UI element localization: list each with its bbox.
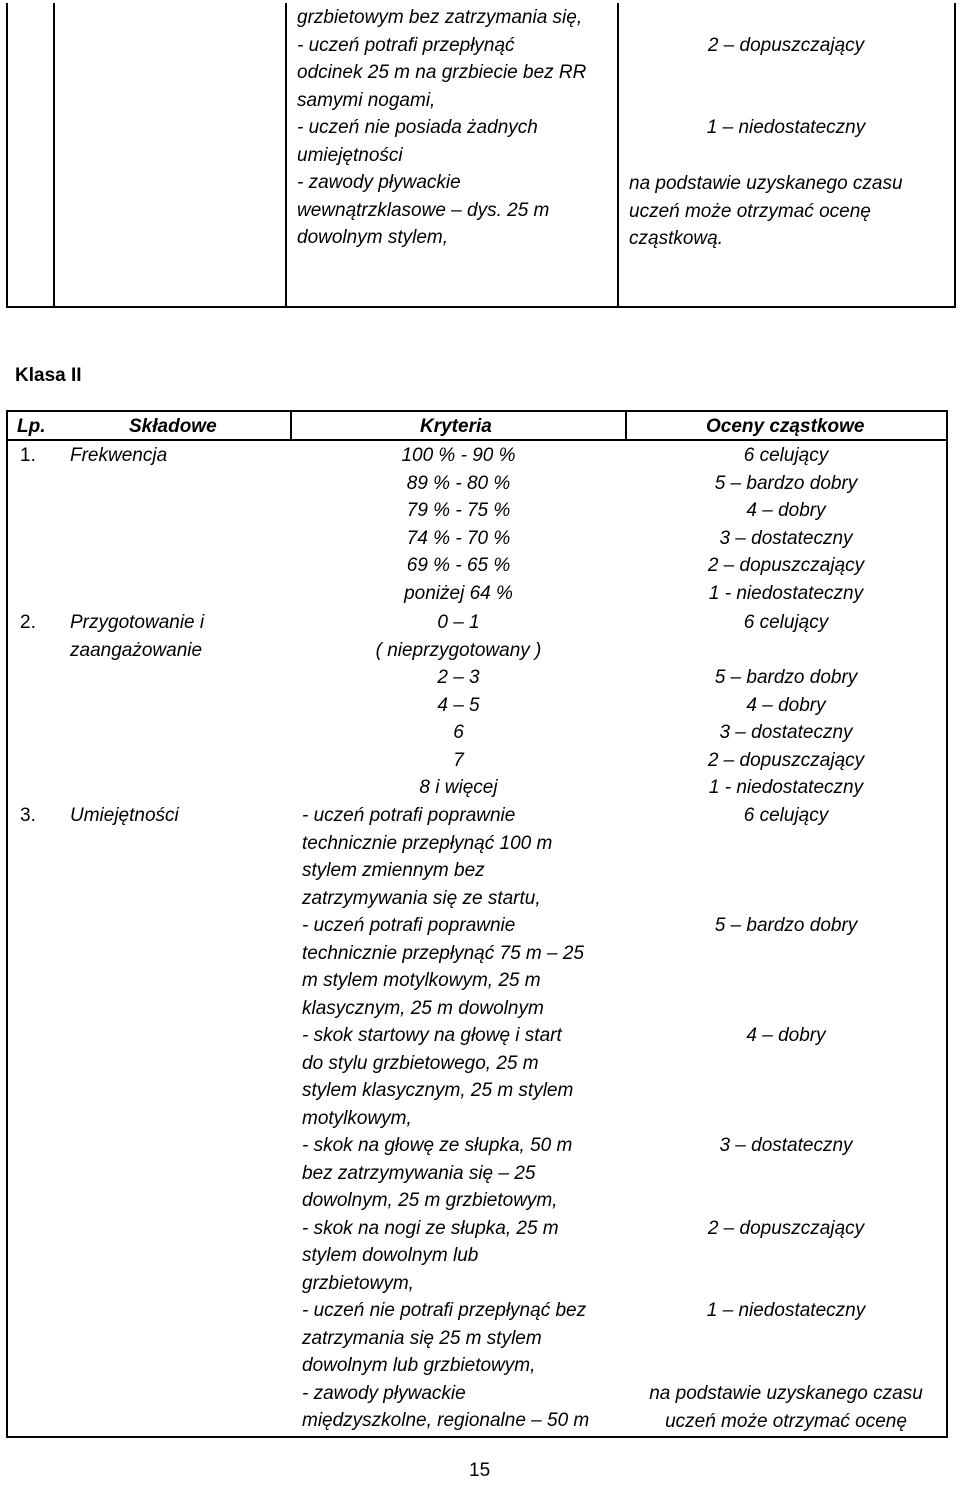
row3-grade-1: 1 – niedostateczny — [706, 1300, 866, 1321]
header-oceny: Oceny cząstkowe — [706, 416, 865, 437]
row2-criteria: 0 – 1 ( nieprzygotowany ) 2 – 3 4 – 5 6 7 8 i więcej — [375, 612, 542, 798]
row2-lp: 2. — [20, 612, 36, 633]
row1-criteria: 100 % - 90 % 89 % - 80 % 79 % - 75 % 74 % - 70 % 69 % - 65 % poniżej 64 % — [401, 445, 516, 604]
row2-name: Przygotowanie i zaangażowanie — [70, 612, 205, 661]
row1-grades: 6 celujący 5 – bardzo dobry 4 – dobry 3 – dostateczny 2 – dopuszczający 1 - niedostateczny — [707, 445, 865, 604]
header-kryteria: Kryteria — [420, 416, 492, 437]
row1-lp: 1. — [20, 445, 36, 466]
top-grade-1: 1 – niedostateczny — [706, 117, 866, 138]
row3-grade-2: 2 – dopuszczający — [707, 1218, 865, 1239]
top-grade-2: 2 – dopuszczający — [707, 35, 865, 56]
row2-grades: 5 – bardzo dobry 4 – dobry 3 – dostateczny 2 – dopuszczający 1 - niedostateczny — [707, 667, 865, 798]
page-number: 15 — [469, 1460, 491, 1481]
row1-name: Frekwencja — [70, 445, 168, 466]
row3-criteria: - uczeń potrafi poprawnie technicznie przepłynąć 100 m stylem zmiennym bez zatrzymywania się ze startu, - uczeń potrafi poprawnie technicznie przepłynąć 75 m – 25 m stylem motylkowym, 25 m klasycznym, 25 m dowolnym - skok startowy na głowę i start do stylu grzbietowego, 25 m stylem klasycznym, 25 m stylem motylkowym, - skok na głowę ze słupka, 50 m bez zatrzymywania się – 25 dowolnym, 25 m grzbietowym, - skok na nogi ze słupka, 25 m stylem dowolnym lub grzbietowym, - uczeń nie potrafi przepłynąć bez zatrzymania się 25 m stylem dowolnym lub grzbietowym, - zawody pływackie międzyszkolne, regionalne – 50 m — [302, 805, 590, 1431]
header-skladowe: Składowe — [129, 416, 217, 437]
row3-name: Umiejętności — [70, 805, 179, 826]
header-lp: Lp. — [17, 416, 46, 437]
row2-grade-6: 6 celujący — [743, 612, 829, 633]
section-title: Klasa II — [15, 365, 82, 386]
row3-grade-4: 4 – dobry — [746, 1025, 826, 1046]
top-criteria-text: grzbietowym bez zatrzymania się, - uczeń potrafi przepłynąć odcinek 25 m na grzbiecie bez RR samymi nogami, - uczeń nie posiada żadnych umiejętności - zawody pływackie wewnątrzklasowe – dys. 25 m dowolnym stylem, — [297, 7, 587, 248]
row3-grade-5: 5 – bardzo dobry — [714, 915, 858, 936]
top-note: na podstawie uzyskanego czasu uczeń może otrzymać ocenę cząstkową. — [629, 173, 903, 249]
row3-lp: 3. — [20, 805, 36, 826]
row3-grade-6: 6 celujący — [743, 805, 829, 826]
row3-grade-3: 3 – dostateczny — [719, 1135, 853, 1156]
row3-note: na podstawie uzyskanego czasu uczeń może otrzymać ocenę — [649, 1383, 923, 1432]
